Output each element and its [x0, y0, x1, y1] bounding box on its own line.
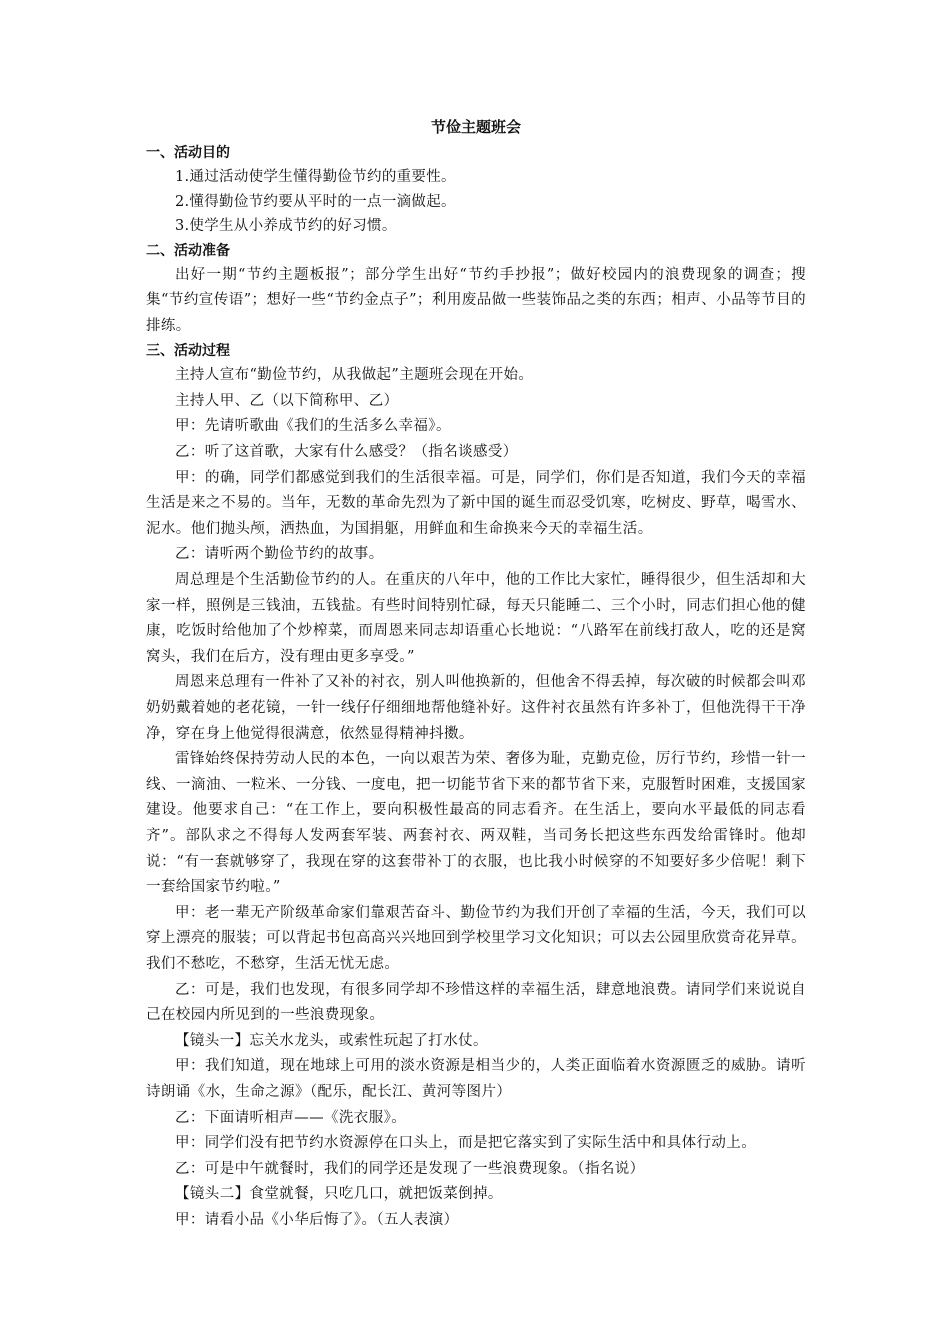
- process-paragraph: 甲：先请听歌曲《我们的生活多么幸福》。: [175, 418, 451, 435]
- story-lei-feng: 雷锋始终保持劳动人民的本色，一向以艰苦为荣、奢侈为耻，克勤克俭，厉行节约，珍惜一针一线、一滴油、一粒米、一分钱、一度电，把一切能节省下来的都节省下来，克服暂时困难，支援国家建设。他要求自己：“在工作上，要向积极性最高的同志看齐。在生活上，要向水平最低的同志看齐”。部队求之不得每人发两套军装、两套衬衣、两双鞋，当司务长把这些东西发给雷锋时。他却说：“有一套就够穿了，我现在穿的这套带补丁的衣服，也比我小时候穿的不知要好多少倍呢！剩下一套给国家节约啦。”: [146, 751, 806, 896]
- process-paragraph: 甲：我们知道，现在地球上可用的淡水资源是相当少的，人类正面临着水资源匮乏的威胁。请听诗朗诵《水，生命之源》（配乐，配长江、黄河等图片）: [146, 1058, 806, 1100]
- preparation-paragraph: 出好一期“节约主题板报”；部分学生出好“节约手抄报”；做好校园内的浪费现象的调查；搜集“节约宣传语”；想好一些“节约金点子”；利用废品做一些装饰品之类的东西；相声、小品等节目的排练。: [146, 266, 806, 334]
- document-page: [146, 116, 806, 1233]
- section-heading-purpose: 一、活动目的: [146, 145, 230, 161]
- process-paragraph: 甲：老一辈无产阶级革命家们靠艰苦奋斗、勤俭节约为我们开创了幸福的生活，今天，我们可以穿上漂亮的服装；可以背起书包高高兴兴地回到学校里学习文化知识；可以去公园里欣赏奇花异草。我们不愁吃，不愁穿，生活无忧无虑。: [146, 904, 806, 972]
- purpose-item-3: 3.使学生从小养成节约的好习惯。: [175, 218, 397, 234]
- process-paragraph: 甲：请看小品《小华后悔了》。（五人表演）: [175, 1211, 459, 1228]
- section-heading-process: 三、活动过程: [146, 343, 230, 360]
- story-zhou-enlai-shirt: 周恩来总理有一件补了又补的衬衣，别人叫他换新的，但他舍不得丢掉，每次破的时候都会叫邓奶奶戴着她的老花镜，一针一线仔仔细细地帮他缝补好。这件衬衣虽然有许多补丁，但他洗得干干净净，穿在身上他觉得很满意，依然显得精神抖擞。: [146, 674, 806, 742]
- process-paragraph: 乙：请听两个勤俭节约的故事。: [175, 546, 384, 563]
- process-paragraph: 主持人宣布“勤俭节约，从我做起”主题班会现在开始。: [175, 367, 534, 384]
- story-zhou-enlai-diet: 周总理是个生活勤俭节约的人。在重庆的八年中，他的工作比大家忙，睡得很少，但生活却和大家一样，照例是三钱油，五钱盐。有些时间特别忙碌，每天只能睡二、三个小时，同志们担心他的健康，吃饭时给他加了个炒榨菜，而周恩来同志却语重心长地说：“八路军在前线打敌人，吃的还是窝窝头，我们在后方，没有理由更多享受。”: [146, 572, 806, 665]
- process-paragraph: 乙：可是中午就餐时，我们的同学还是发现了一些浪费现象。（指名说）: [175, 1160, 645, 1177]
- scene-two: 【镜头二】食堂就餐，只吃几口，就把饭菜倒掉。: [175, 1186, 503, 1203]
- purpose-item-2: 2.懂得勤俭节约要从平时的一点一滴做起。: [175, 193, 456, 210]
- document-title: 节俭主题班会: [430, 118, 521, 136]
- process-paragraph: 乙：可是，我们也发现，有很多同学却不珍惜这样的幸福生活，肆意地浪费。请同学们来说说自己在校园内所见到的一些浪费现象。: [146, 981, 806, 1024]
- process-paragraph: 主持人甲、乙（以下简称甲、乙）: [175, 392, 399, 409]
- process-paragraph: 甲：的确，同学们都感觉到我们的生活很幸福。可是，同学们，你们是否知道，我们今天的幸福生活是来之不易的。当年，无数的革命先烈为了新中国的诞生而忍受饥寒，吃树皮、野草，喝雪水、泥水。他们抛头颅，洒热血，为国捐躯，用鲜血和生命换来今天的幸福生活。: [146, 469, 806, 537]
- section-heading-preparation: 二、活动准备: [146, 242, 230, 259]
- scene-one: 【镜头一】忘关水龙头，或索性玩起了打水仗。: [175, 1032, 488, 1049]
- process-paragraph: 甲：同学们没有把节约水资源停在口头上，而是把它落实到了实际生活中和具体行动上。: [175, 1135, 757, 1152]
- purpose-item-1: 1.通过活动使学生懂得勤俭节约的重要性。: [175, 169, 456, 185]
- process-paragraph: 乙：下面请听相声——《洗衣服》。: [175, 1109, 407, 1126]
- process-paragraph: 乙：听了这首歌，大家有什么感受？（指名谈感受）: [175, 444, 518, 461]
